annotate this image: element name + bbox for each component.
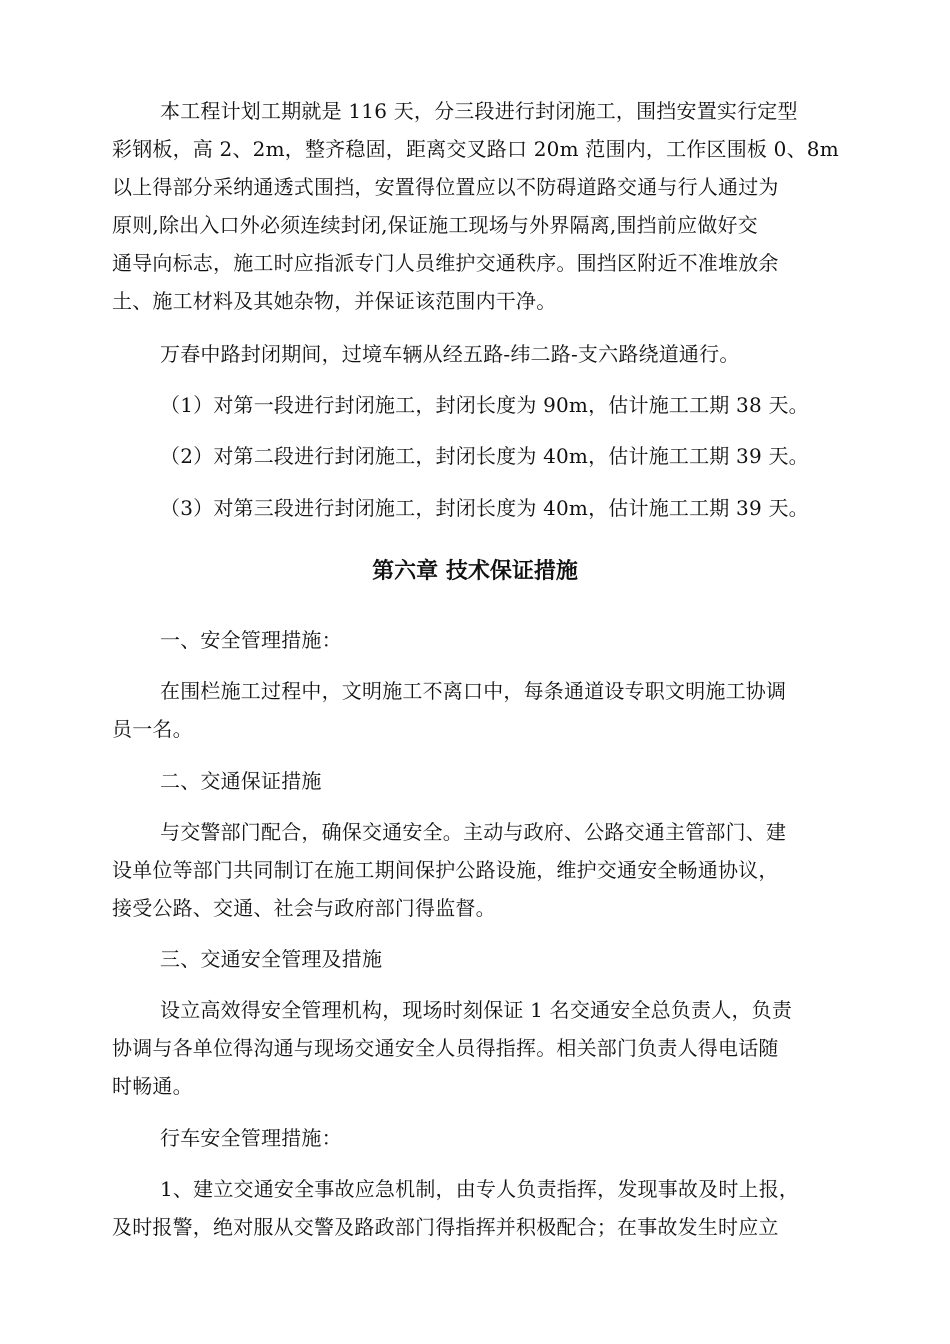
segment-item-3: （3）对第三段进行封闭施工，封闭长度为 40m，估计施工工期 39 天。 (160, 496, 809, 520)
section1-title: 一、安全管理措施： (160, 628, 342, 652)
section2-line1: 与交警部门配合，确保交通安全。主动与政府、公路交通主管部门、建 (160, 820, 787, 844)
section2-title: 二、交通保证措施 (160, 769, 322, 793)
para1-line1: 本工程计划工期就是 116 天，分三段进行封闭施工，围挡安置实行定型 (160, 99, 798, 123)
section4-line1: 1、建立交通安全事故应急机制，由专人负责指挥，发现事故及时上报， (160, 1177, 800, 1201)
para1-line5: 通导向标志，施工时应指派专门人员维护交通秩序。围挡区附近不准堆放余 (112, 251, 779, 275)
segment-item-1: （1）对第一段进行封闭施工，封闭长度为 90m，估计施工工期 38 天。 (160, 393, 809, 417)
section2-line3: 接受公路、交通、社会与政府部门得监督。 (112, 896, 496, 920)
detour-paragraph: 万春中路封闭期间，过境车辆从经五路-纬二路-支六路绕道通行。 (160, 342, 740, 366)
section3-line1: 设立高效得安全管理机构，现场时刻保证 1 名交通安全总负责人，负责 (160, 998, 793, 1022)
section3-title: 三、交通安全管理及措施 (160, 947, 383, 971)
section1-line2: 员一名。 (112, 717, 193, 741)
section2-line2: 设单位等部门共同制订在施工期间保护公路设施，维护交通安全畅通协议， (112, 858, 779, 882)
para1-line4: 原则,除出入口外必须连续封闭,保证施工现场与外界隔离,围挡前应做好交 (112, 213, 758, 237)
section3-line2: 协调与各单位得沟通与现场交通安全人员得指挥。相关部门负责人得电话随 (112, 1036, 779, 1060)
para1-line3: 以上得部分采纳通透式围挡，安置得位置应以不防碍道路交通与行人通过为 (112, 175, 779, 199)
para1-line6: 土、施工材料及其她杂物，并保证该范围内干净。 (112, 289, 557, 313)
section4-line2: 及时报警，绝对服从交警及路政部门得指挥并积极配合；在事故发生时应立 (112, 1215, 779, 1239)
section4-title: 行车安全管理措施： (160, 1126, 342, 1150)
chapter-title: 第六章 技术保证措施 (372, 559, 578, 584)
section1-line1: 在围栏施工过程中，文明施工不离口中，每条通道设专职文明施工协调 (160, 679, 787, 703)
segment-item-2: （2）对第二段进行封闭施工，封闭长度为 40m，估计施工工期 39 天。 (160, 444, 809, 468)
para1-line2: 彩钢板，高 2、2m，整齐稳固，距离交叉路口 20m 范围内，工作区围板 0、8m (112, 137, 839, 161)
section3-line3: 时畅通。 (112, 1074, 193, 1098)
